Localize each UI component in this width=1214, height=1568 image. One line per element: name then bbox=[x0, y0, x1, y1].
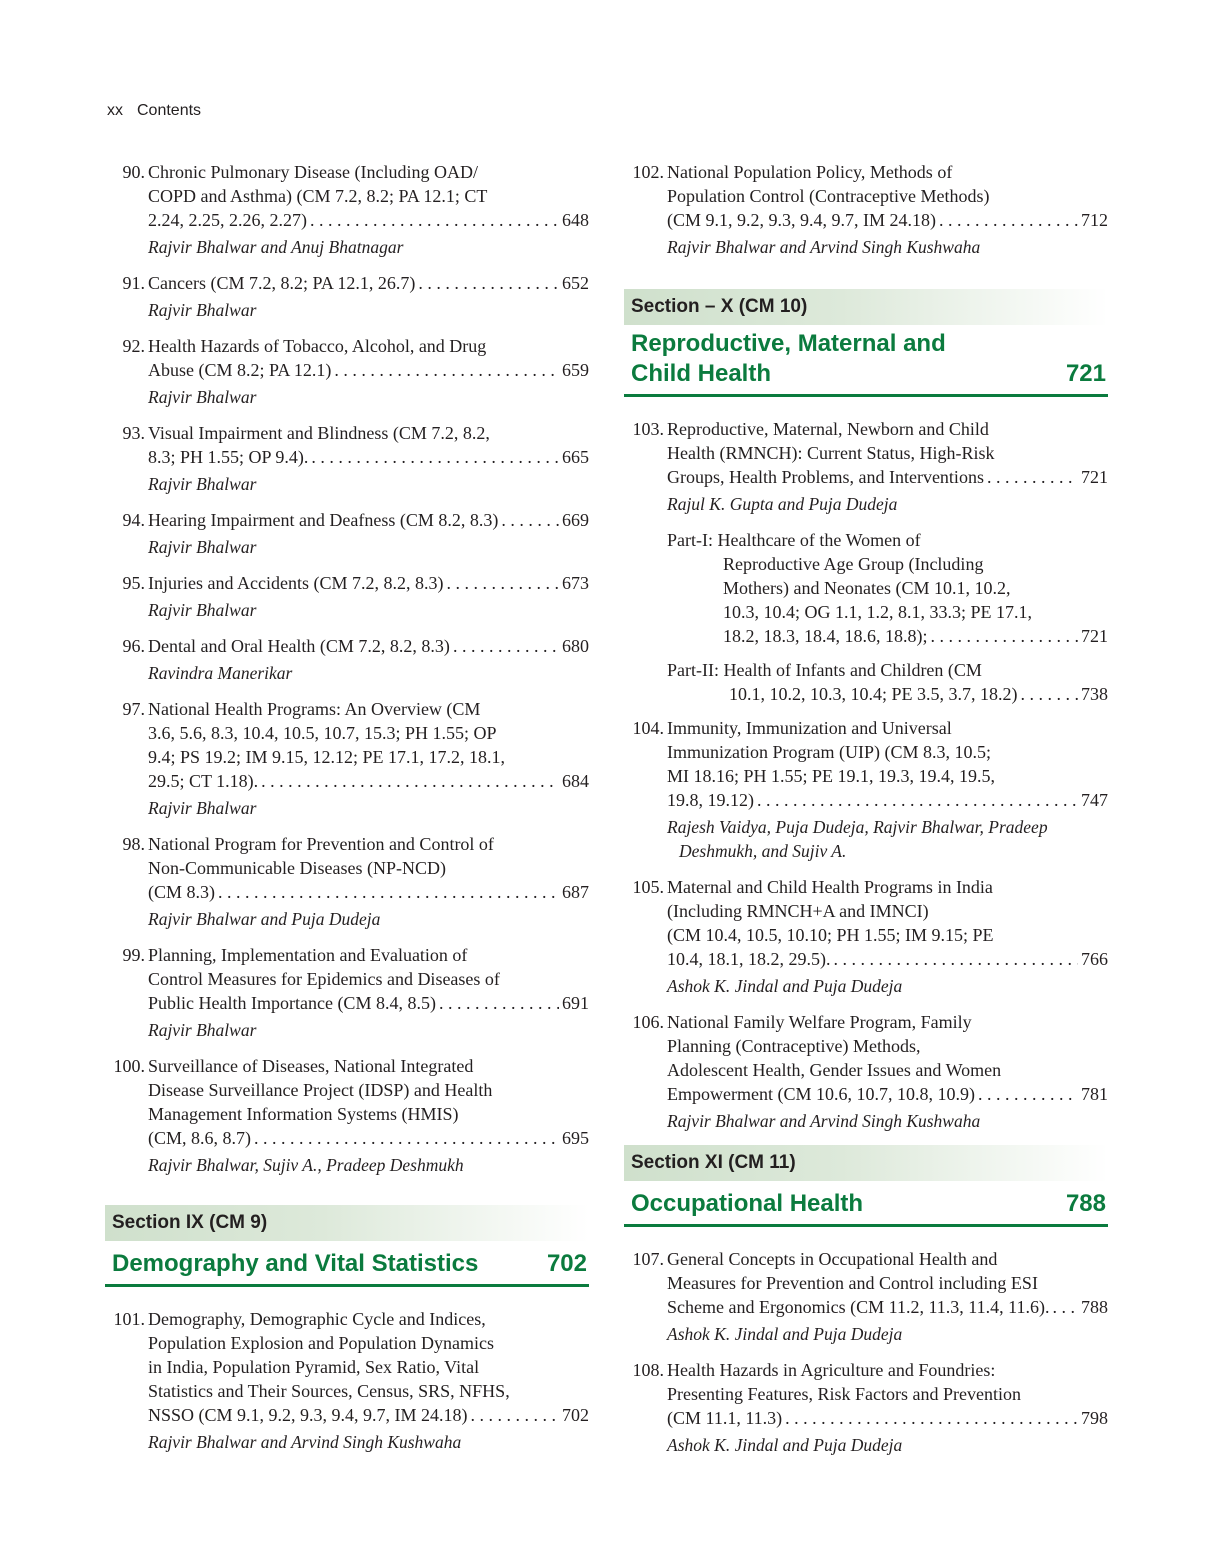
toc-entry[interactable] bbox=[624, 875, 1108, 998]
section-band-xi: Section XI (CM 11) bbox=[624, 1145, 1108, 1181]
entry-authors: Rajvir Bhalwar, Sujiv A., Pradeep Deshmukh bbox=[148, 1155, 464, 1175]
part-title-line: Mothers) and Neonates (CM 10.1, 10.2, bbox=[723, 578, 1011, 598]
entry-title-line: Dental and Oral Health (CM 7.2, 8.2, 8.3) bbox=[148, 636, 450, 656]
entry-authors: Rajul K. Gupta and Puja Dudeja bbox=[667, 494, 898, 514]
section-title-x[interactable] bbox=[624, 329, 1108, 397]
part-last-line bbox=[723, 624, 1108, 648]
entry-title-line: Abuse (CM 8.2; PA 12.1) bbox=[148, 360, 332, 380]
entry-page-number: 669 bbox=[562, 510, 589, 530]
entry-last-line bbox=[148, 769, 589, 793]
right-column bbox=[624, 160, 1108, 1457]
dot-leader bbox=[939, 208, 1078, 232]
entry-authors: Ashok K. Jindal and Puja Dudeja bbox=[667, 976, 903, 996]
entry-number: 92. bbox=[122, 336, 145, 356]
entry-number: 93. bbox=[122, 423, 145, 443]
part-label: Part-II: bbox=[667, 660, 719, 680]
part-title-line: Healthcare of the Women of bbox=[717, 530, 921, 550]
dot-leader bbox=[1052, 1295, 1078, 1319]
entry-number: 99. bbox=[122, 945, 145, 965]
entry-title-line: (CM 11.1, 11.3) bbox=[667, 1408, 783, 1428]
dot-leader bbox=[978, 1082, 1078, 1106]
section-page-number: 702 bbox=[546, 1250, 587, 1277]
entry-title-line: Planning (Contraceptive) Methods, bbox=[667, 1036, 921, 1056]
toc-entry[interactable] bbox=[624, 160, 1108, 259]
entry-title-line: Hearing Impairment and Deafness (CM 8.2, 8.3) bbox=[148, 510, 499, 530]
part-title-line: 10.1, 10.2, 10.3, 10.4; PE 3.5, 3.7, 18.2) bbox=[729, 684, 1018, 704]
entry-page-number: 648 bbox=[562, 210, 589, 230]
part-page-number: 738 bbox=[1081, 684, 1108, 704]
entry-title-line: Cancers (CM 7.2, 8.2; PA 12.1, 26.7) bbox=[148, 273, 416, 293]
entry-title-line: Reproductive, Maternal, Newborn and Child bbox=[667, 419, 989, 439]
entry-title-line: (CM, 8.6, 8.7) bbox=[148, 1128, 251, 1148]
entry-title-line: Immunity, Immunization and Universal bbox=[667, 718, 952, 738]
section-band-x: Section – X (CM 10) bbox=[624, 289, 1108, 325]
entry-authors: Rajvir Bhalwar and Anuj Bhatnagar bbox=[148, 237, 404, 257]
toc-entry[interactable] bbox=[105, 634, 589, 685]
entry-last-line bbox=[148, 571, 589, 595]
entry-last-line bbox=[148, 880, 589, 904]
entry-page-number: 684 bbox=[562, 771, 589, 791]
entry-title-line: NSSO (CM 9.1, 9.2, 9.3, 9.4, 9.7, IM 24.18) bbox=[148, 1405, 468, 1425]
entry-last-line bbox=[148, 271, 589, 295]
entry-title-line: Empowerment (CM 10.6, 10.7, 10.8, 10.9) bbox=[667, 1084, 975, 1104]
toc-entry[interactable] bbox=[105, 832, 589, 931]
running-header bbox=[107, 102, 201, 120]
entry-page-number: 747 bbox=[1081, 790, 1108, 810]
entry-number: 98. bbox=[122, 834, 145, 854]
entry-page-number: 695 bbox=[562, 1128, 589, 1148]
entry-title-line: Health (RMNCH): Current Status, High-Risk bbox=[667, 443, 995, 463]
entry-title-line: COPD and Asthma) (CM 7.2, 8.2; PA 12.1; CT bbox=[148, 186, 488, 206]
toc-entry[interactable] bbox=[105, 571, 589, 622]
dot-leader bbox=[334, 358, 559, 382]
entry-title bbox=[148, 1054, 589, 1150]
entry-title-line: 19.8, 19.12) bbox=[667, 790, 754, 810]
entry-last-line bbox=[148, 445, 589, 469]
dot-leader bbox=[418, 271, 559, 295]
entry-authors: Ravindra Manerikar bbox=[148, 663, 293, 683]
dot-leader bbox=[218, 880, 559, 904]
left-column bbox=[105, 160, 589, 1454]
toc-entry[interactable] bbox=[624, 417, 1108, 516]
entry-title bbox=[148, 160, 589, 232]
entry-title-line: National Population Policy, Methods of bbox=[667, 162, 953, 182]
toc-entry-list bbox=[624, 160, 1108, 259]
toc-entry[interactable] bbox=[105, 697, 589, 820]
entry-number: 95. bbox=[122, 573, 145, 593]
entry-title bbox=[148, 508, 589, 532]
running-header-title: Contents bbox=[137, 102, 202, 119]
entry-number: 97. bbox=[122, 699, 145, 719]
entry-title bbox=[148, 943, 589, 1015]
entry-authors: Rajvir Bhalwar bbox=[148, 798, 257, 818]
dot-leader bbox=[987, 465, 1078, 489]
toc-entry-list bbox=[624, 1247, 1108, 1457]
toc-entry-list bbox=[624, 716, 1108, 1133]
toc-entry[interactable] bbox=[624, 1358, 1108, 1457]
entry-title-line: Management Information Systems (HMIS) bbox=[148, 1104, 459, 1124]
entry-title bbox=[148, 832, 589, 904]
dot-leader bbox=[931, 624, 1079, 648]
entry-last-line bbox=[667, 947, 1108, 971]
entry-title-line: Adolescent Health, Gender Issues and Women bbox=[667, 1060, 1002, 1080]
entry-title-line: MI 18.16; PH 1.55; PE 19.1, 19.3, 19.4, 19.5, bbox=[667, 766, 996, 786]
entry-number: 90. bbox=[122, 162, 145, 182]
dot-leader bbox=[261, 769, 559, 793]
entry-title-line: Population Explosion and Population Dynamics bbox=[148, 1333, 494, 1353]
entry-number: 106. bbox=[632, 1012, 664, 1032]
entry-title bbox=[667, 1247, 1108, 1319]
entry-number: 103. bbox=[632, 419, 664, 439]
section-page-number: 721 bbox=[1065, 360, 1106, 387]
entry-title bbox=[667, 160, 1108, 232]
entry-title-line: National Program for Prevention and Control of bbox=[148, 834, 494, 854]
entry-title-line: Surveillance of Diseases, National Integrated bbox=[148, 1056, 474, 1076]
entry-title-line: Maternal and Child Health Programs in India bbox=[667, 877, 993, 897]
entry-title-line: Measures for Prevention and Control including ESI bbox=[667, 1273, 1038, 1293]
toc-entry[interactable] bbox=[105, 160, 589, 259]
dot-leader bbox=[1021, 682, 1078, 706]
toc-entry[interactable] bbox=[105, 421, 589, 496]
part-title-line: 18.2, 18.3, 18.4, 18.6, 18.8); bbox=[723, 626, 928, 646]
entry-number: 107. bbox=[632, 1249, 664, 1269]
entry-title-line: General Concepts in Occupational Health and bbox=[667, 1249, 998, 1269]
toc-entry-list bbox=[105, 1307, 589, 1454]
toc-entry[interactable] bbox=[105, 508, 589, 559]
entry-authors: Rajvir Bhalwar and Arvind Singh Kushwaha bbox=[667, 237, 981, 257]
entry-authors: Rajvir Bhalwar and Arvind Singh Kushwaha bbox=[148, 1432, 462, 1452]
entry-authors: Rajvir Bhalwar bbox=[148, 1020, 257, 1040]
dot-leader bbox=[834, 947, 1079, 971]
entry-authors: Rajvir Bhalwar bbox=[148, 600, 257, 620]
entry-page-number: 781 bbox=[1081, 1084, 1108, 1104]
part-title-line: Reproductive Age Group (Including bbox=[723, 554, 984, 574]
entry-title-line: 2.24, 2.25, 2.26, 2.27) bbox=[148, 210, 307, 230]
entry-number: 94. bbox=[122, 510, 145, 530]
part-last-line bbox=[667, 682, 1108, 706]
dot-leader bbox=[446, 571, 559, 595]
toc-entry[interactable] bbox=[105, 271, 589, 322]
entry-page-number: 721 bbox=[1081, 467, 1108, 487]
entry-page-number: 712 bbox=[1081, 210, 1108, 230]
entry-authors: Rajvir Bhalwar bbox=[148, 300, 257, 320]
entry-page-number: 766 bbox=[1081, 949, 1108, 969]
entry-page-number: 673 bbox=[562, 573, 589, 593]
toc-entry[interactable] bbox=[624, 716, 1108, 863]
entry-title-line: (CM 9.1, 9.2, 9.3, 9.4, 9.7, IM 24.18) bbox=[667, 210, 936, 230]
entry-number: 100. bbox=[113, 1056, 145, 1076]
entry-title-line: Immunization Program (UIP) (CM 8.3, 10.5; bbox=[667, 742, 991, 762]
section-title-ix[interactable] bbox=[105, 1249, 589, 1287]
entry-last-line bbox=[148, 1403, 589, 1427]
entry-last-line bbox=[667, 208, 1108, 232]
entry-title bbox=[148, 271, 589, 295]
entry-title-line: Statistics and Their Sources, Census, SRS, NFHS, bbox=[148, 1381, 510, 1401]
entry-title-line: 8.3; PH 1.55; OP 9.4). bbox=[148, 447, 309, 467]
entry-title-line: Control Measures for Epidemics and Diseases of bbox=[148, 969, 500, 989]
entry-title-line: (CM 8.3) bbox=[148, 882, 215, 902]
entry-authors: Rajvir Bhalwar and Puja Dudeja bbox=[148, 909, 381, 929]
entry-title bbox=[667, 875, 1108, 971]
entry-number: 96. bbox=[122, 636, 145, 656]
entry-title bbox=[667, 417, 1108, 489]
dot-leader bbox=[310, 208, 559, 232]
entry-last-line bbox=[667, 1406, 1108, 1430]
entry-title-line: Groups, Health Problems, and Interventions bbox=[667, 467, 984, 487]
entry-page-number: 691 bbox=[562, 993, 589, 1013]
entry-title-line: Scheme and Ergonomics (CM 11.2, 11.3, 11.4, 11.6). bbox=[667, 1297, 1050, 1317]
entry-title bbox=[148, 1307, 589, 1427]
section-title-line-1: Reproductive, Maternal and bbox=[631, 330, 946, 357]
toc-entry[interactable] bbox=[105, 1054, 589, 1177]
entry-title-line: Demography, Demographic Cycle and Indices, bbox=[148, 1309, 486, 1329]
entry-title-line: 29.5; CT 1.18). bbox=[148, 771, 259, 791]
toc-entry[interactable] bbox=[105, 943, 589, 1042]
entry-title-line: in India, Population Pyramid, Sex Ratio, Vital bbox=[148, 1357, 480, 1377]
dot-leader bbox=[439, 991, 559, 1015]
entry-authors: Rajvir Bhalwar bbox=[148, 474, 257, 494]
dot-leader bbox=[311, 445, 559, 469]
entry-title bbox=[148, 421, 589, 469]
entry-title bbox=[148, 571, 589, 595]
entry-number: 104. bbox=[632, 718, 664, 738]
toc-entry[interactable] bbox=[105, 1307, 589, 1454]
entry-title-line: National Health Programs: An Overview (CM bbox=[148, 699, 481, 719]
page-number-label: xx bbox=[107, 102, 123, 119]
entry-last-line bbox=[148, 634, 589, 658]
entry-authors: Rajvir Bhalwar and Arvind Singh Kushwaha bbox=[667, 1111, 981, 1131]
toc-subentry-part-2[interactable] bbox=[624, 658, 1108, 706]
toc-entry-list bbox=[105, 160, 589, 1177]
dot-leader bbox=[471, 1403, 559, 1427]
entry-title-line: (CM 10.4, 10.5, 10.10; PH 1.55; IM 9.15; PE bbox=[667, 925, 994, 945]
entry-title-line: Chronic Pulmonary Disease (Including OAD/ bbox=[148, 162, 478, 182]
entry-page-number: 680 bbox=[562, 636, 589, 656]
entry-authors: Rajesh Vaidya, Puja Dudeja, Rajvir Bhalwar, Pradeep Deshmukh, and Sujiv A. bbox=[667, 817, 1048, 861]
entry-title bbox=[667, 1358, 1108, 1430]
part-title-line: 10.3, 10.4; OG 1.1, 1.2, 8.1, 33.3; PE 17.1, bbox=[723, 602, 1033, 622]
section-title-text bbox=[631, 329, 946, 389]
entry-page-number: 652 bbox=[562, 273, 589, 293]
entry-title-line: 9.4; PS 19.2; IM 9.15, 12.12; PE 17.1, 17.2, 18.1, bbox=[148, 747, 506, 767]
entry-title-line: Public Health Importance (CM 8.4, 8.5) bbox=[148, 993, 436, 1013]
entry-title-line: Disease Surveillance Project (IDSP) and Health bbox=[148, 1080, 493, 1100]
entry-page-number: 702 bbox=[562, 1405, 589, 1425]
entry-page-number: 665 bbox=[562, 447, 589, 467]
dot-leader bbox=[501, 508, 559, 532]
entry-authors: Rajvir Bhalwar bbox=[148, 387, 257, 407]
entry-title-line: 10.4, 18.1, 18.2, 29.5). bbox=[667, 949, 831, 969]
entry-title-line: Presenting Features, Risk Factors and Prevention bbox=[667, 1384, 1021, 1404]
entry-authors: Rajvir Bhalwar bbox=[148, 537, 257, 557]
entry-last-line bbox=[667, 788, 1108, 812]
entry-number: 101. bbox=[113, 1309, 145, 1329]
entry-title-line: Health Hazards in Agriculture and Foundries: bbox=[667, 1360, 996, 1380]
entry-page-number: 687 bbox=[562, 882, 589, 902]
part-page-number: 721 bbox=[1081, 626, 1108, 646]
toc-subentry-part-1[interactable] bbox=[624, 528, 1108, 648]
toc-entry[interactable] bbox=[105, 334, 589, 409]
entry-last-line bbox=[667, 465, 1108, 489]
entry-title bbox=[148, 697, 589, 793]
toc-entry[interactable] bbox=[624, 1010, 1108, 1133]
section-title-xi[interactable] bbox=[624, 1189, 1108, 1227]
entry-title-line: Visual Impairment and Blindness (CM 7.2, 8.2, bbox=[148, 423, 490, 443]
entry-title bbox=[667, 1010, 1108, 1106]
entry-title-line: Planning, Implementation and Evaluation of bbox=[148, 945, 468, 965]
entry-last-line bbox=[667, 1082, 1108, 1106]
entry-title-line: Injuries and Accidents (CM 7.2, 8.2, 8.3) bbox=[148, 573, 444, 593]
entry-last-line bbox=[148, 358, 589, 382]
entry-number: 102. bbox=[632, 162, 664, 182]
section-band-ix: Section IX (CM 9) bbox=[105, 1205, 589, 1241]
entry-last-line bbox=[148, 1126, 589, 1150]
entry-title-line: 3.6, 5.6, 8.3, 10.4, 10.5, 10.7, 15.3; PH 1.55; OP bbox=[148, 723, 497, 743]
part-title-line: Health of Infants and Children (CM bbox=[723, 660, 982, 680]
entry-last-line bbox=[148, 508, 589, 532]
entry-title-line: National Family Welfare Program, Family bbox=[667, 1012, 972, 1032]
entry-page-number: 798 bbox=[1081, 1408, 1108, 1428]
section-page-number: 788 bbox=[1065, 1190, 1106, 1217]
entry-title bbox=[148, 334, 589, 382]
entry-title bbox=[667, 716, 1108, 812]
entry-number: 105. bbox=[632, 877, 664, 897]
entry-title-line: Non-Communicable Diseases (NP-NCD) bbox=[148, 858, 446, 878]
entry-number: 91. bbox=[122, 273, 145, 293]
entry-page-number: 659 bbox=[562, 360, 589, 380]
section-title-text: Occupational Health bbox=[631, 1190, 864, 1217]
entry-page-number: 788 bbox=[1081, 1297, 1108, 1317]
section-title-line-2: Child Health bbox=[631, 360, 772, 387]
toc-entry[interactable] bbox=[624, 1247, 1108, 1346]
dot-leader bbox=[757, 788, 1078, 812]
entry-last-line bbox=[148, 991, 589, 1015]
entry-last-line bbox=[667, 1295, 1108, 1319]
entry-title-line: Population Control (Contraceptive Methods) bbox=[667, 186, 990, 206]
dot-leader bbox=[785, 1406, 1078, 1430]
entry-title-line: Health Hazards of Tobacco, Alcohol, and Drug bbox=[148, 336, 487, 356]
entry-authors: Ashok K. Jindal and Puja Dudeja bbox=[667, 1324, 903, 1344]
entry-number: 108. bbox=[632, 1360, 664, 1380]
dot-leader bbox=[453, 634, 559, 658]
section-title-text: Demography and Vital Statistics bbox=[112, 1250, 479, 1277]
dot-leader bbox=[254, 1126, 559, 1150]
entry-last-line bbox=[148, 208, 589, 232]
entry-title-line: (Including RMNCH+A and IMNCI) bbox=[667, 901, 929, 921]
part-label: Part-I: bbox=[667, 530, 713, 550]
entry-title bbox=[148, 634, 589, 658]
entry-authors: Ashok K. Jindal and Puja Dudeja bbox=[667, 1435, 903, 1455]
